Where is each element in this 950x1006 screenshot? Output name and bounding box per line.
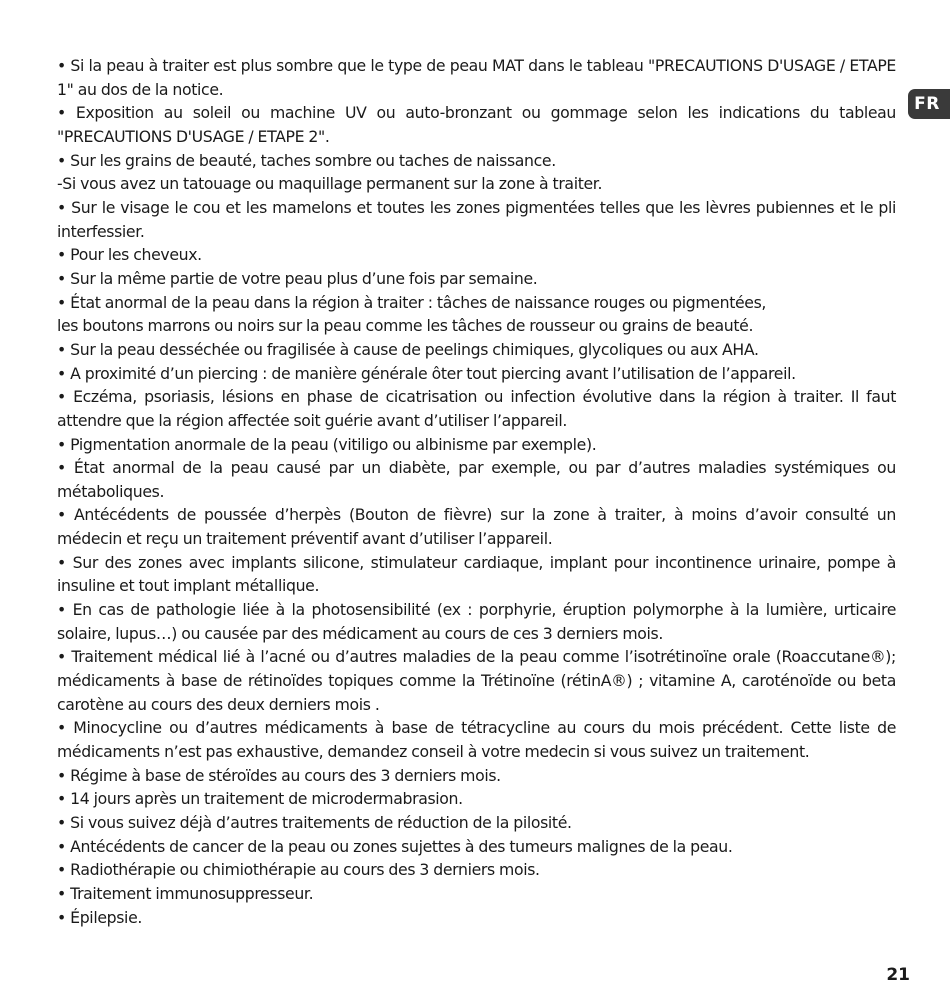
list-item: • 14 jours après un traitement de microdermabrasion. [57,789,463,809]
list-item: • Traitement immunosuppresseur. [57,883,314,903]
list-item: • Si vous suivez déjà d’autres traitements de réduction de la pilosité. [57,813,572,832]
list-item: • A proximité d’un piercing : de manière générale ôter tout piercing avant l’utilisation de l’appareil. [57,363,796,383]
list-item: • Pour les cheveux. [57,245,202,265]
list-item: • Traitement médical lié à l’acné ou d’autres maladies de la peau comme l’isotrétinoïne orale (Roaccutane®); médicaments à base de rétinoïdes topiques comme la Trétinoïne (rétinA®) ; vitamine A, caroténoïde ou beta carotène au cours des deux derniers mois . [57,647,896,714]
list-item: • Régime à base de stéroïdes au cours des 3 derniers mois. [57,765,501,785]
list-item: • Sur les grains de beauté, taches sombre ou taches de naissance. [57,150,556,170]
list-item: • En cas de pathologie liée à la photosensibilité (ex : porphyrie, éruption polymorphe à la lumière, urticaire solaire, lupus…) ou causée par des médicament au cours de ces 3 derniers mois. [57,600,896,643]
list-item: • Épilepsie. [57,907,143,927]
list-item: • Sur des zones avec implants silicone, stimulateur cardiaque, implant pour incontinence urinaire, pompe à insuline et tout implant métallique. [57,552,896,596]
list-item: • Antécédents de poussée d’herpès (Bouton de fièvre) sur la zone à traiter, à moins d’avoir consulté un médecin et reçu un traitement préventif avant d’utiliser l’appareil. [57,505,896,549]
list-item: • Pigmentation anormale de la peau (vitiligo ou albinisme par exemple). [57,434,597,454]
list-item: • État anormal de la peau dans la région à traiter : tâches de naissance rouges ou pigmentées, [57,292,767,312]
page-number: 21 [886,965,910,985]
list-item: • Si la peau à traiter est plus sombre que le type de peau MAT dans le tableau "PRECAUTIONS D'USAGE / ETAPE 1" au dos de la notice. [57,56,896,99]
language-tab: FR [908,89,950,119]
list-item: • Minocycline ou d’autres médicaments à base de tétracycline au cours du mois précédent. Cette liste de médicaments n’est pas exhaustive, demandez conseil à votre medecin si vous suivez un traitement. [57,718,896,762]
list-item: • Sur la peau desséchée ou fragilisée à cause de peelings chimiques, glycoliques ou aux AHA. [57,339,759,359]
list-item: • Radiothérapie ou chimiothérapie au cours des 3 derniers mois. [57,860,540,880]
list-item: • Sur le visage le cou et les mamelons et toutes les zones pigmentées telles que les lèvres pubiennes et le pli interfessier. [57,197,896,241]
contraindications-list [57,54,896,929]
list-item: • Antécédents de cancer de la peau ou zones sujettes à des tumeurs malignes de la peau. [57,836,733,856]
list-item: • Sur la même partie de votre peau plus d’une fois par semaine. [57,268,538,288]
list-item: -Si vous avez un tatouage ou maquillage permanent sur la zone à traiter. [57,174,603,194]
list-item: • Eczéma, psoriasis, lésions en phase de cicatrisation ou infection évolutive dans la région à traiter. Il faut attendre que la région affectée soit guérie avant d’utiliser l’appareil. [57,387,896,430]
list-item: les boutons marrons ou noirs sur la peau comme les tâches de rousseur ou grains de beauté. [57,316,754,336]
list-item: • Exposition au soleil ou machine UV ou auto-bronzant ou gommage selon les indications du tableau "PRECAUTIONS D'USAGE / ETAPE 2". [57,103,896,146]
list-item: • État anormal de la peau causé par un diabète, par exemple, ou par d’autres maladies systémiques ou métaboliques. [57,458,896,501]
